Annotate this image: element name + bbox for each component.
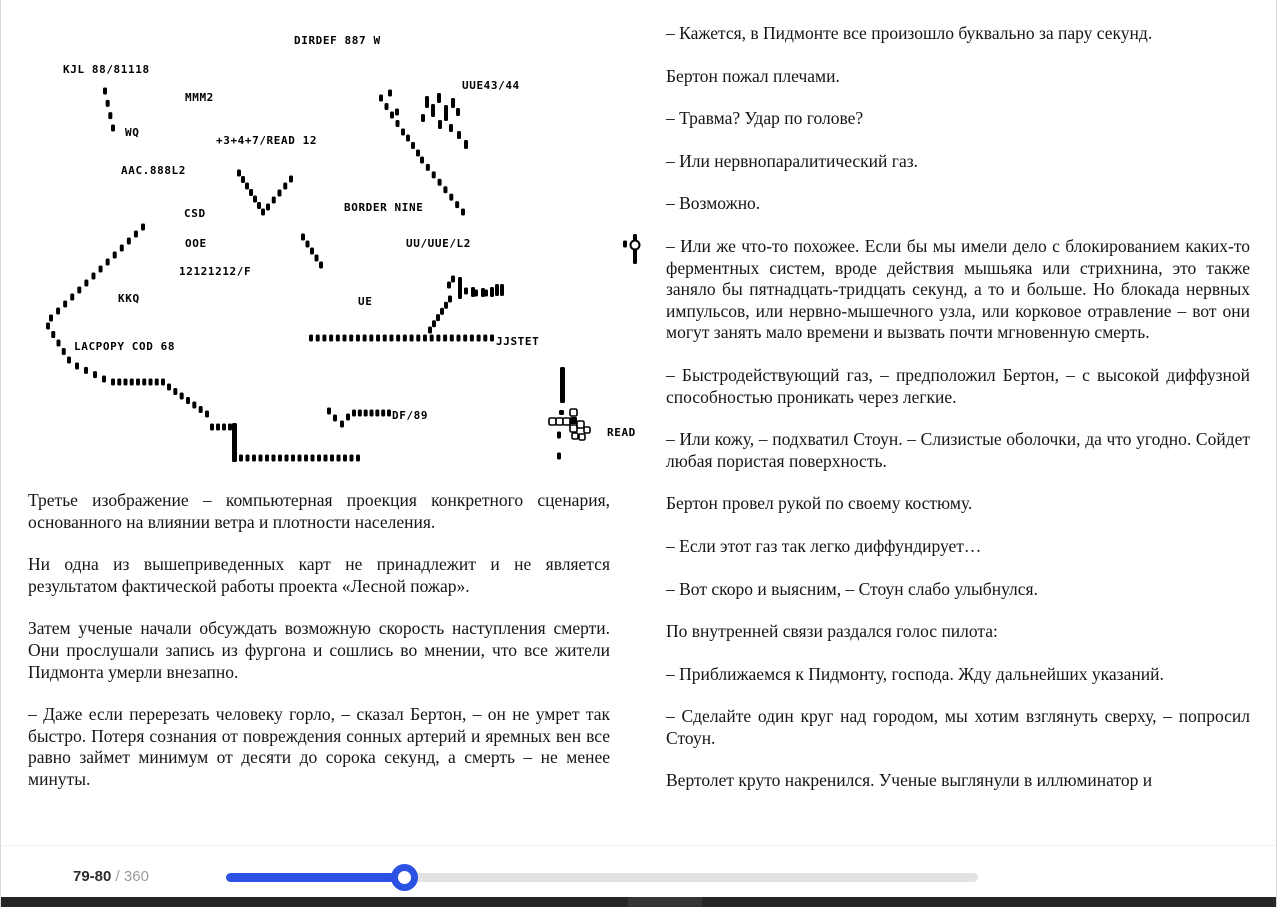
map-mark <box>127 238 131 245</box>
map-label: OOE <box>185 237 207 250</box>
map-label: READ <box>607 426 636 439</box>
map-mark <box>463 335 467 342</box>
map-mark <box>216 424 220 431</box>
map-mark <box>75 363 79 370</box>
paragraph: Бертон пожал плечами. <box>666 65 840 86</box>
map-label: AAC.888L2 <box>121 164 187 177</box>
map-mark <box>556 418 563 425</box>
map-label: KKQ <box>118 292 140 305</box>
map-mark <box>253 196 257 203</box>
map-mark <box>278 455 282 462</box>
map-mark <box>340 421 344 428</box>
map-mark <box>210 424 214 431</box>
map-mark <box>285 455 289 462</box>
map-mark <box>257 202 261 209</box>
map-mark <box>438 179 442 186</box>
map-mark <box>350 455 354 462</box>
map-mark <box>289 176 293 183</box>
map-mark <box>199 406 203 413</box>
map-mark <box>387 410 391 417</box>
map-mark <box>431 104 435 117</box>
map-mark <box>62 348 66 355</box>
map-mark <box>438 120 442 129</box>
map-mark <box>70 294 74 301</box>
map-mark <box>577 421 584 428</box>
map-mark <box>120 245 124 252</box>
map-mark <box>67 357 71 364</box>
map-mark <box>161 379 165 386</box>
map-mark <box>376 335 380 342</box>
map-mark <box>310 248 314 255</box>
map-mark <box>406 135 410 142</box>
map-mark <box>252 455 256 462</box>
map-mark <box>46 323 50 330</box>
map-mark <box>173 388 177 395</box>
map-mark <box>356 335 360 342</box>
map-mark <box>106 259 110 266</box>
current-page-label: 79-80 <box>73 868 112 885</box>
map-mark <box>324 455 328 462</box>
map-mark <box>167 384 171 391</box>
paragraph: – Травма? Удар по голове? <box>666 108 864 129</box>
map-mark <box>490 335 494 342</box>
map-label: JJSTET <box>496 335 540 348</box>
map-mark <box>51 331 55 338</box>
map-mark <box>91 273 95 280</box>
map-mark <box>471 287 475 297</box>
map-mark <box>455 201 459 208</box>
map-mark <box>142 379 146 386</box>
map-mark <box>559 410 564 415</box>
paragraph: – Или нервнопаралитический газ. <box>666 150 919 171</box>
map-mark <box>117 379 121 386</box>
map-mark <box>396 335 400 342</box>
map-mark <box>136 379 140 386</box>
map-label: DIRDEF 887 W <box>294 34 381 47</box>
map-label: LACPOPY COD 68 <box>74 340 176 353</box>
taskbar-strip <box>1 897 1276 907</box>
map-mark <box>343 335 347 342</box>
map-mark <box>390 112 394 119</box>
map-mark <box>111 379 115 386</box>
map-mark <box>584 427 590 433</box>
computer-map-figure <box>1 0 661 490</box>
map-mark <box>246 455 250 462</box>
map-mark <box>337 455 341 462</box>
map-mark <box>84 367 88 374</box>
map-mark <box>283 183 287 190</box>
paragraph: По внутренней связи раздался голос пилота: <box>666 621 998 642</box>
map-mark <box>490 287 494 297</box>
map-mark <box>239 455 243 462</box>
map-mark <box>222 424 226 431</box>
map-mark <box>228 424 232 431</box>
map-mark <box>363 335 367 342</box>
map-label: CSD <box>184 207 206 220</box>
map-mark <box>411 142 415 149</box>
map-mark <box>291 455 295 462</box>
map-mark <box>570 409 577 416</box>
map-mark <box>470 335 474 342</box>
map-mark <box>113 252 117 259</box>
map-mark <box>134 231 138 238</box>
map-mark <box>99 266 103 273</box>
map-mark <box>322 335 326 342</box>
map-label: +3+4+7/READ 12 <box>216 134 318 147</box>
map-mark <box>317 455 321 462</box>
map-mark <box>192 402 196 409</box>
map-mark <box>443 186 447 193</box>
map-mark <box>103 88 107 95</box>
map-mark <box>84 280 88 287</box>
map-mark <box>447 282 451 289</box>
map-mark <box>549 418 556 425</box>
map-label: KJL 88/81118 <box>63 63 150 76</box>
map-label: 12121212/F <box>179 265 252 278</box>
paragraph: Бертон провел рукой по своему костюму. <box>666 493 973 514</box>
taskbar-highlight <box>628 897 702 907</box>
map-mark <box>443 335 447 342</box>
total-pages-label: 360 <box>123 868 149 885</box>
map-mark <box>385 103 389 110</box>
map-mark <box>316 335 320 342</box>
map-mark <box>261 209 265 216</box>
map-mark <box>623 241 627 248</box>
right-page-text <box>666 23 1250 792</box>
map-mark <box>436 335 440 342</box>
map-mark <box>458 277 462 299</box>
map-mark <box>495 284 499 296</box>
footer-divider <box>1 845 1276 846</box>
map-mark <box>304 455 308 462</box>
map-mark <box>333 415 337 422</box>
map-mark <box>456 335 460 342</box>
map-mark <box>329 335 333 342</box>
map-mark <box>336 335 340 342</box>
map-mark <box>444 302 448 309</box>
map-mark <box>403 335 407 342</box>
left-page-text <box>28 490 610 791</box>
map-mark <box>330 455 334 462</box>
map-mark <box>437 93 441 103</box>
map-mark <box>423 335 427 342</box>
map-mark <box>63 301 67 308</box>
map-mark <box>464 140 468 149</box>
map-mark <box>432 320 436 327</box>
paragraph: Вертолет круто накренился. Ученые выглянули в иллюминатор и <box>666 770 1153 791</box>
page-indicator <box>73 868 149 885</box>
map-mark <box>572 433 578 439</box>
map-mark <box>155 379 159 386</box>
map-mark <box>395 109 399 116</box>
map-mark <box>560 367 565 403</box>
map-mark <box>449 194 453 201</box>
map-mark <box>477 335 481 342</box>
map-mark <box>319 262 323 269</box>
map-mark <box>77 287 81 294</box>
map-mark <box>327 408 331 415</box>
map-mark <box>346 414 350 421</box>
map-mark <box>557 432 561 439</box>
map-mark <box>389 335 393 342</box>
map-label: UU/UUE/L2 <box>406 237 472 250</box>
map-mark <box>356 455 360 462</box>
map-label: WQ <box>125 126 140 139</box>
map-mark <box>232 423 237 462</box>
map-mark <box>272 197 276 204</box>
map-mark <box>375 410 379 417</box>
map-mark <box>444 105 448 121</box>
map-mark <box>570 417 577 424</box>
paragraph: – Вот скоро и выясним, – Стоун слабо улыбнулся. <box>666 578 1038 599</box>
map-mark <box>237 170 241 177</box>
paragraph: Затем ученые начали обсуждать возможную скорость наступления смерти. Они прослушали запись из фургона и сошлись во мнении, что все жители Пидмонта умерли внезапно. <box>28 618 610 682</box>
map-mark <box>449 124 453 132</box>
map-mark <box>249 189 253 196</box>
map-mark <box>450 335 454 342</box>
map-mark <box>141 224 145 231</box>
map-mark <box>436 314 440 321</box>
map-mark <box>315 255 319 262</box>
map-label: DF/89 <box>392 409 429 422</box>
paragraph: – Даже если перерезать человеку горло, – сказал Бертон, – он не умрет так быстро. Потеря сознания от повреждения сонных артерий и яремных вен все равно займет минимум от десяти до сорока секунд, а смерть – не менее минуты. <box>28 704 610 789</box>
map-mark <box>425 96 429 108</box>
paragraph: – Быстродействующий газ, – предположил Бертон, – с высокой диффузной способностью проникать через легкие. <box>666 364 1250 407</box>
slider-thumb[interactable] <box>391 864 418 891</box>
map-mark <box>631 241 640 250</box>
map-label: MMM2 <box>185 91 214 104</box>
map-mark <box>349 335 353 342</box>
map-mark <box>381 410 385 417</box>
map-mark <box>579 434 585 440</box>
map-mark <box>461 209 465 216</box>
map-mark <box>421 114 425 122</box>
map-label: UUE43/44 <box>462 79 520 92</box>
map-mark <box>180 393 184 400</box>
map-mark <box>401 129 405 136</box>
map-mark <box>149 379 153 386</box>
map-mark <box>364 410 368 417</box>
map-mark <box>266 204 270 211</box>
paragraph: – Или кожу, – подхватил Стоун. – Слизистые оболочки, да что угодно. Сойдет любая пористая поверхность. <box>666 429 1250 471</box>
map-mark <box>481 288 485 297</box>
map-mark <box>483 335 487 342</box>
map-mark <box>352 410 356 417</box>
map-mark <box>57 340 61 347</box>
map-mark <box>343 455 347 462</box>
map-mark <box>259 455 263 462</box>
map-mark <box>448 296 452 303</box>
map-mark <box>265 455 269 462</box>
map-mark <box>426 164 430 171</box>
map-mark <box>358 410 362 417</box>
paragraph: – Кажется, в Пидмонте все произошло буквально за пару секунд. <box>666 23 1153 43</box>
map-mark <box>388 90 392 97</box>
map-mark <box>106 100 110 107</box>
map-mark <box>56 308 60 315</box>
map-mark <box>432 171 436 178</box>
paragraph: – Возможно. <box>666 193 761 214</box>
paragraph: Третье изображение – компьютерная проекция конкретного сценария, основанного на влиянии ветра и плотности населения. <box>28 490 610 532</box>
map-mark <box>416 335 420 342</box>
slider-fill <box>226 873 404 882</box>
map-mark <box>420 157 424 164</box>
map-mark <box>241 176 245 183</box>
map-mark <box>451 98 455 108</box>
map-mark <box>440 308 444 315</box>
map-mark <box>457 131 461 139</box>
slider-track[interactable] <box>226 873 978 882</box>
map-label: BORDER NINE <box>344 201 424 214</box>
map-label: UE <box>358 295 373 308</box>
map-mark <box>93 371 97 378</box>
map-mark <box>49 315 53 322</box>
map-mark <box>396 120 400 127</box>
map-mark <box>301 234 305 241</box>
map-mark <box>311 455 315 462</box>
map-mark <box>451 276 455 283</box>
map-mark <box>563 418 570 425</box>
progress-slider[interactable] <box>226 860 978 892</box>
map-mark <box>570 425 577 432</box>
paragraph: Ни одна из вышеприведенных карт не принадлежит и не является результатом фактической работы проекта «Лесной пожар». <box>28 554 610 596</box>
map-mark <box>278 190 282 197</box>
map-mark <box>430 335 434 342</box>
map-mark <box>245 183 249 190</box>
paragraph: – Сделайте один круг над городом, мы хотим взглянуть сверху, – попросил Стоун. <box>666 706 1250 748</box>
map-mark <box>298 455 302 462</box>
map-mark <box>428 327 432 334</box>
map-mark <box>111 125 115 132</box>
map-mark <box>309 335 313 342</box>
map-mark <box>102 376 106 383</box>
paragraph: – Приближаемся к Пидмонту, господа. Жду дальнейших указаний. <box>666 663 1164 684</box>
map-mark <box>205 411 209 418</box>
map-mark <box>456 108 460 116</box>
map-mark <box>500 284 504 296</box>
map-mark <box>379 95 383 102</box>
map-mark <box>464 288 468 295</box>
map-mark <box>369 335 373 342</box>
paragraph: – Или же что-то похожее. Если бы мы имели дело с блокированием каких-то ферментных систем, вроде действия мышьяка или стрихнина, это также заняло бы пятнадцать-тридцать секунд, а то и больше. Но блокада нервных импульсов, или нервно-мышечного узла, или корковое отравление – вот они могут занять мало времени и вызвать почти мгновенную смерть. <box>666 235 1250 343</box>
map-mark <box>383 335 387 342</box>
map-mark <box>306 241 310 248</box>
map-mark <box>410 335 414 342</box>
map-mark <box>186 397 190 404</box>
map-mark <box>130 379 134 386</box>
paragraph: – Если этот газ так легко диффундирует… <box>666 535 982 556</box>
page-separator: / <box>115 868 120 885</box>
map-mark <box>124 379 128 386</box>
map-mark <box>416 150 420 157</box>
map-mark <box>370 410 374 417</box>
map-mark <box>557 453 561 460</box>
map-mark <box>272 455 276 462</box>
map-mark <box>108 112 112 119</box>
